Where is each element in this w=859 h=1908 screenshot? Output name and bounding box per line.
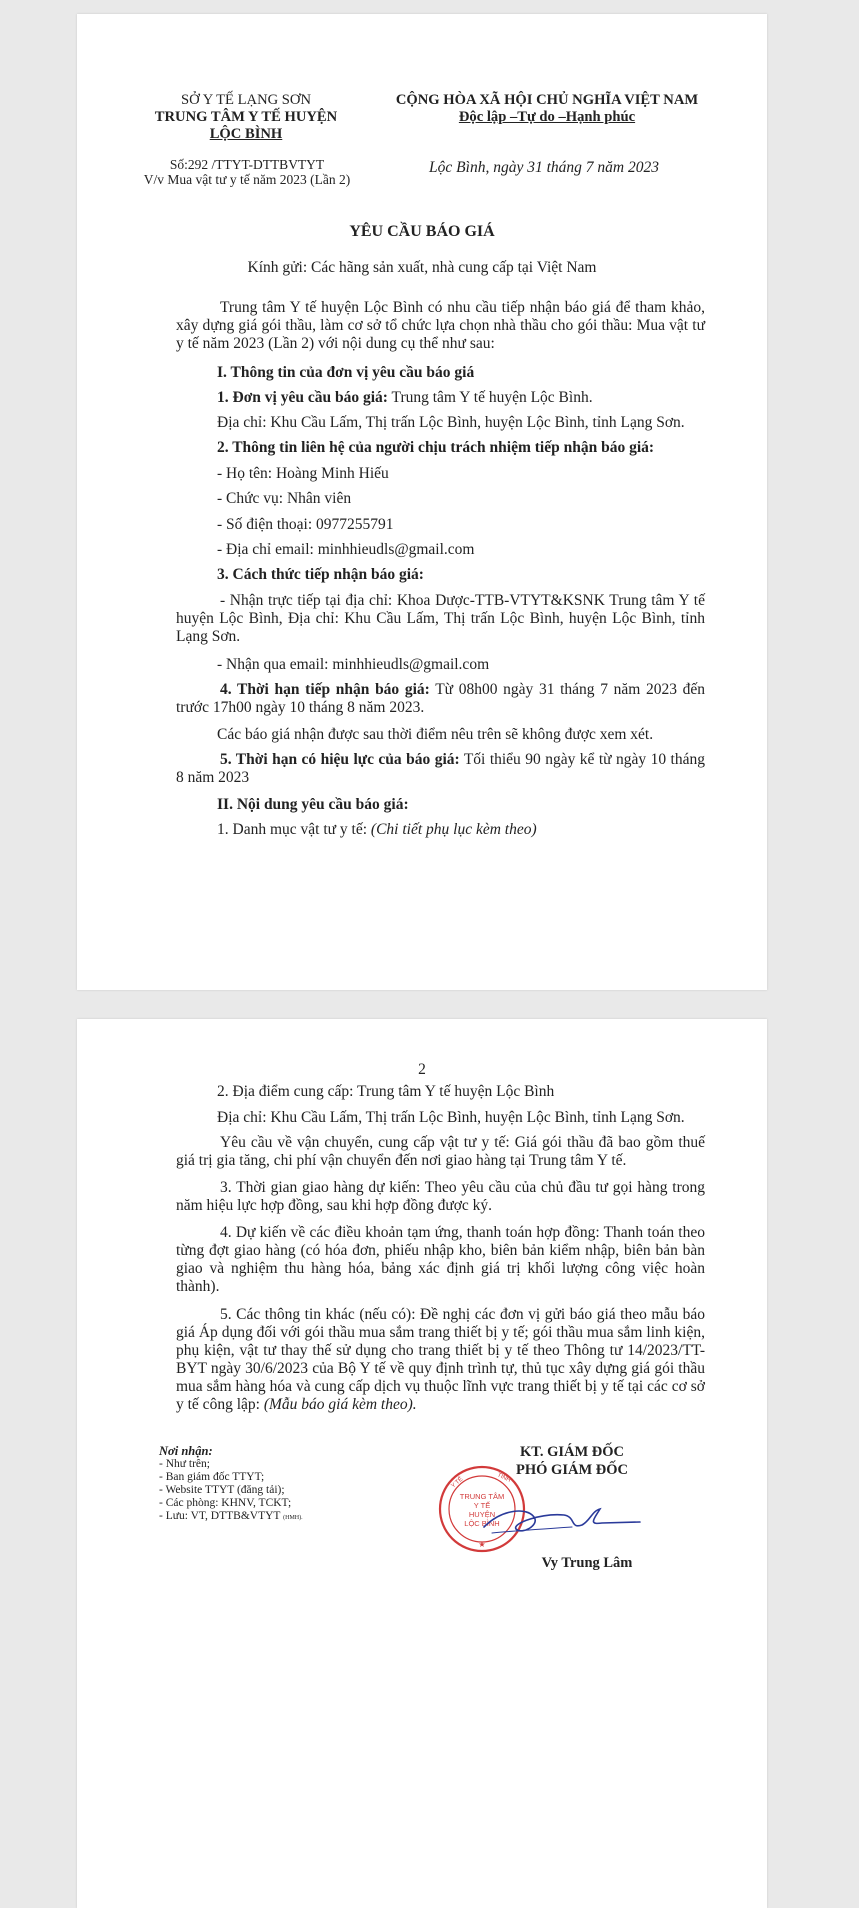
requesting-unit: 1. Đơn vị yêu cầu báo giá: Trung tâm Y tế huyện Lộc Bình.: [217, 389, 593, 406]
contact-email: - Địa chỉ email: minhhieudls@gmail.com: [217, 541, 475, 558]
org-line-2: TRUNG TÂM Y TẾ HUYỆN: [154, 109, 338, 125]
document-number: Số:292 /TTYT-DTTBVTYT: [169, 157, 325, 172]
motto: Độc lập –Tự do –Hạnh phúc: [458, 109, 636, 125]
svg-text:★: ★: [478, 1540, 486, 1549]
delivery-location: 2. Địa điểm cung cấp: Trung tâm Y tế huyện Lộc Bình: [217, 1083, 555, 1100]
signer-name: Vy Trung Lâm: [541, 1555, 633, 1571]
delivery-time: 3. Thời gian giao hàng dự kiến: Theo yêu cầu của chủ đầu tư gọi hàng trong năm hiệu lực hợp đồng, sau khi hợp đồng được ký.: [176, 1179, 705, 1214]
section-1-heading: I. Thông tin của đơn vị yêu cầu báo giá: [217, 364, 475, 381]
recipients-block: [159, 1444, 379, 1525]
national-header: [382, 92, 712, 126]
page-number: 2: [418, 1061, 426, 1078]
nation-title: CỘNG HÒA XÃ HỘI CHỦ NGHĨA VIỆT NAM: [395, 92, 699, 108]
recipient-item: - Như trên;: [159, 1458, 210, 1470]
other-information: 5. Các thông tin khác (nếu có): Đề nghị các đơn vị gửi báo giá theo mẫu báo giá Áp dụng đối với gói thầu mua sắm trang thiết bị y tế; gói thầu mua sắm linh kiện, phụ kiện, vật tư thay thế sử dụng cho trang thiết bị y tế theo Thông tư 14/2023/TT-BYT ngày 30/6/2023 của Bộ Y tế về quy định trình tự, thủ tục xây dựng giá gói thầu mua sắm hàng hóa và cung cấp dịch vụ thuộc lĩnh vực trang thiết bị y tế tại các cơ sở y tế công lập: (Mẫu báo giá kèm theo).: [176, 1306, 705, 1413]
sign-title-1: KT. GIÁM ĐỐC: [519, 1444, 625, 1460]
contact-name: - Họ tên: Hoàng Minh Hiếu: [217, 465, 389, 482]
recipient-item: - Website TTYT (đăng tải);: [159, 1484, 285, 1496]
org-line-3: LỘC BÌNH: [209, 126, 283, 142]
intro-paragraph: Trung tâm Y tế huyện Lộc Bình có nhu cầu tiếp nhận báo giá để tham khảo, xây dựng giá gói thầu, làm cơ sở tổ chức lựa chọn nhà thầu cho gói thầu: Mua vật tư y tế năm 2023 (Lần 2) với nội dung cụ thể như sau:: [176, 299, 705, 352]
document-reference: [122, 157, 372, 187]
recipient-item: - Lưu: VT, DTTB&VTYT (HMH).: [159, 1510, 303, 1522]
contact-heading: 2. Thông tin liên hệ của người chịu trách nhiệm tiếp nhận báo giá:: [217, 439, 655, 456]
unit-address: Địa chỉ: Khu Cầu Lấm, Thị trấn Lộc Bình, huyện Lộc Bình, tỉnh Lạng Sơn.: [217, 414, 685, 431]
document-subject: V/v Mua vật tư y tế năm 2023 (Lần 2): [143, 172, 351, 187]
handwritten-signature: [472, 1489, 642, 1549]
svg-text:Y TẾ: Y TẾ: [450, 1476, 465, 1490]
document-page-1: [77, 14, 767, 990]
svg-text:Y TẾ: Y TẾ: [473, 1501, 491, 1510]
receive-email: - Nhận qua email: minhhieudls@gmail.com: [217, 656, 490, 673]
section-2-heading: II. Nội dung yêu cầu báo giá:: [217, 796, 409, 813]
transport-requirements: Yêu cầu về vận chuyển, cung cấp vật tư y tế: Giá gói thầu đã bao gồm thuế giá trị gia tăng, chi phí vận chuyển đến nơi giao hàng tại Trung tâm Y tế.: [176, 1134, 705, 1169]
recipient-line: Kính gửi: Các hãng sản xuất, nhà cung cấp tại Việt Nam: [247, 259, 597, 276]
svg-text:HUYỆN: HUYỆN: [468, 1510, 496, 1519]
org-line-1: SỞ Y TẾ LẠNG SƠN: [181, 92, 311, 108]
document-title: YÊU CẦU BÁO GIÁ: [349, 223, 495, 240]
contact-phone: - Số điện thoại: 0977255791: [217, 516, 394, 533]
delivery-address: Địa chỉ: Khu Cầu Lấm, Thị trấn Lộc Bình, huyện Lộc Bình, tỉnh Lạng Sơn.: [217, 1109, 685, 1126]
receive-direct: - Nhận trực tiếp tại địa chỉ: Khoa Dược-TTB-VTYT&KSNK Trung tâm Y tế huyện Lộc Bình, Địa chỉ: Khu Cầu Lấm, Thị trấn Lộc Bình, huyện Lộc Bình, tỉnh Lạng Sơn.: [176, 592, 705, 645]
recipient-item: - Ban giám đốc TTYT;: [159, 1471, 265, 1483]
document-page-2: [77, 1019, 767, 1908]
svg-text:LỘC BÌNH: LỘC BÌNH: [464, 1519, 500, 1528]
receive-method-heading: 3. Cách thức tiếp nhận báo giá:: [217, 566, 424, 583]
contact-position: - Chức vụ: Nhân viên: [217, 490, 352, 507]
sign-title-2: PHÓ GIÁM ĐỐC: [516, 1462, 628, 1478]
receive-deadline: 4. Thời hạn tiếp nhận báo giá: Từ 08h00 ngày 31 tháng 7 năm 2023 đến trước 17h00 ngày 10 tháng 8 năm 2023.: [176, 681, 705, 716]
late-quote-note: Các báo giá nhận được sau thời điểm nêu trên sẽ không được xem xét.: [217, 726, 654, 743]
signature-icon: [472, 1489, 642, 1549]
issuing-organization: [140, 92, 352, 143]
recipient-item: - Các phòng: KHNV, TCKT;: [159, 1497, 292, 1509]
quote-validity: 5. Thời hạn có hiệu lực của báo giá: Tối thiểu 90 ngày kể từ ngày 10 tháng 8 năm 2023: [176, 751, 705, 786]
recipients-title: Nơi nhận:: [159, 1444, 213, 1458]
supply-list-item: 1. Danh mục vật tư y tế: (Chi tiết phụ lục kèm theo): [217, 821, 537, 838]
payment-terms: 4. Dự kiến về các điều khoản tạm ứng, thanh toán hợp đồng: Thanh toán theo từng đợt giao hàng (có hóa đơn, phiếu nhập kho, biên bản kiểm nhập, biên bản bàn giao và nghiệm thu hàng hóa, bảng xác định giá trị khối lượng công việc hoàn thành).: [176, 1224, 705, 1295]
place-date: Lộc Bình, ngày 31 tháng 7 năm 2023: [429, 159, 659, 176]
svg-text:TỈNH: TỈNH: [496, 1472, 512, 1484]
svg-text:TRUNG TÂM: TRUNG TÂM: [459, 1492, 505, 1501]
